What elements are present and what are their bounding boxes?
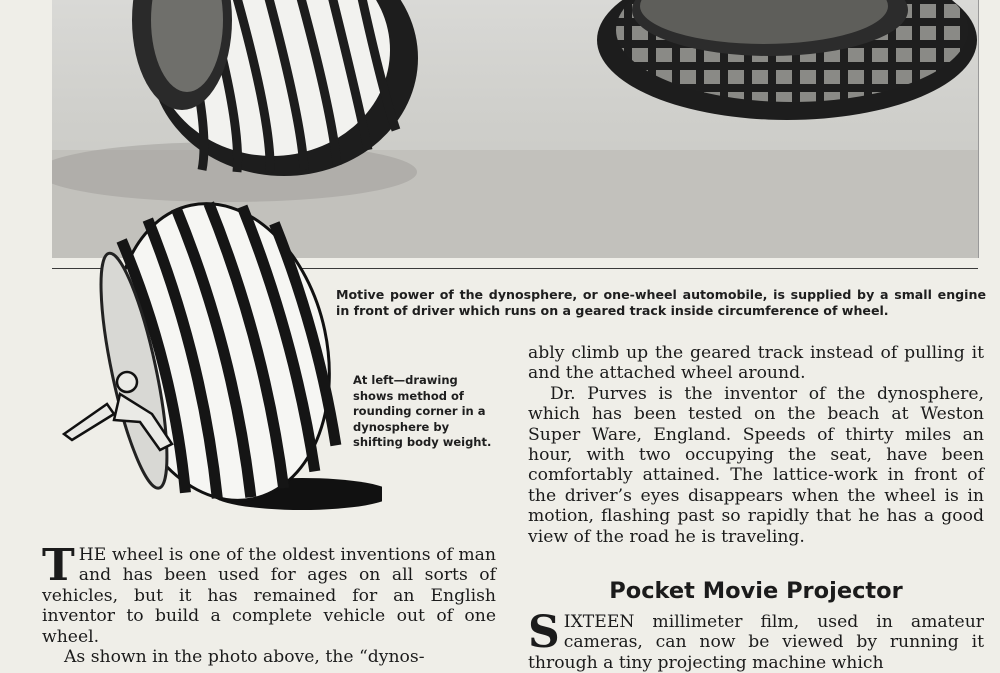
- photo-caption: Motive power of the dynosphere, or one-wheel automobile, is supplied by a small engine in front of driver which runs on a geared track inside circumference of wheel.: [336, 287, 986, 318]
- drop-cap: T: [42, 540, 75, 591]
- drawing-caption: At left—drawing shows method of rounding corner in a dynosphere by shifting body weight.: [353, 373, 492, 450]
- right-wheel: [597, 0, 977, 120]
- paragraph: Dr. Purves is the inventor of the dynosphere, which has been tested on the beach at Weston Super Ware, England. Speeds of thirty miles an hour, with two occupying the seat, have been comfortably attained. The lattice-work in front of the driver’s eyes disappears when the wheel is in motion, flashing past so rapidly that he has a good view of the road he is traveling.: [528, 383, 984, 547]
- left-column: [42, 540, 496, 668]
- right-column: [528, 343, 984, 547]
- paragraph: ably climb up the geared track instead of pulling it and the attached wheel around.: [528, 343, 984, 384]
- drop-cap: S: [528, 607, 560, 658]
- drawing-illustration: [52, 182, 382, 522]
- projector-article: [528, 607, 984, 673]
- paragraph: As shown in the photo above, the “dynos-: [64, 647, 425, 668]
- intro-text: HE wheel is one of the oldest inventions of man and has been used for ages on all sorts of vehicles, but it has remained for an English inventor to build a complete vehicle out of one wheel.: [42, 545, 496, 647]
- intro-paragraph: [42, 540, 496, 647]
- projector-paragraph: [528, 607, 984, 673]
- article-heading: Pocket Movie Projector: [609, 578, 903, 604]
- projector-text: IXTEEN millimeter film, used in amateur cameras, can now be viewed by running it through a tiny projecting machine which: [528, 612, 984, 673]
- dynosphere-drawing: [52, 182, 382, 522]
